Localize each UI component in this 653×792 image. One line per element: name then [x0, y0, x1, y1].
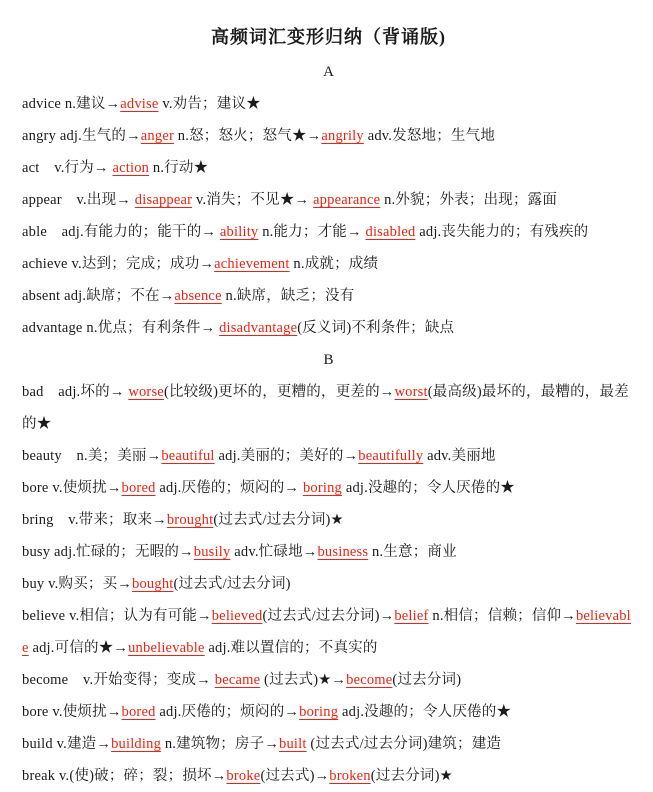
entry-line-achieve — [22, 248, 635, 280]
entry-line-become — [22, 664, 635, 696]
highlighted-word: action — [112, 160, 150, 176]
highlighted-word: unbelievable — [128, 640, 205, 656]
highlighted-word: business — [317, 544, 369, 560]
highlighted-word: worst — [394, 384, 428, 400]
highlighted-word: disadvantage — [219, 320, 298, 336]
text-segment: adv.忙碌地→ — [230, 544, 318, 560]
highlighted-word: achievement — [214, 256, 290, 272]
text-segment: achieve v.达到；完成；成功→ — [22, 256, 215, 272]
entry-line-build — [22, 728, 635, 760]
entry-line-bring — [22, 504, 635, 536]
entry-line-advantage — [22, 312, 635, 344]
highlighted-word: absence — [174, 288, 222, 304]
entry-line-angry — [22, 120, 635, 152]
highlighted-word: anger — [140, 128, 174, 144]
highlighted-word: believed — [211, 608, 263, 624]
section-heading-a: A — [323, 64, 334, 80]
text-segment: n.怒；怒火；怒气★→ — [173, 128, 322, 144]
section-heading-b: B — [323, 352, 334, 368]
highlighted-word: disabled — [365, 224, 416, 240]
text-segment: beauty n.美；美丽→ — [22, 448, 162, 464]
entry-line-believe — [22, 600, 635, 664]
text-segment: act v.行为→ — [22, 160, 113, 176]
highlighted-word: worse — [128, 384, 164, 400]
highlighted-word: bought — [132, 576, 174, 592]
document-title: 高频词汇变形归纳（背诵版) — [211, 27, 446, 47]
entry-line-busy — [22, 536, 635, 568]
highlighted-word: advise — [120, 96, 159, 112]
text-segment: n.建筑物；房子→ — [161, 736, 280, 752]
text-segment: (过去式/过去分词)★ — [213, 512, 344, 528]
text-segment: n.成就；成绩 — [289, 256, 379, 272]
text-segment: adj.丧失能力的；有残疾的 — [415, 224, 589, 240]
entry-line-break — [22, 760, 635, 792]
text-segment: appear v.出现→ — [22, 192, 135, 208]
text-segment: (过去分词) — [392, 672, 462, 688]
text-segment: adj.没趣的；令人厌倦的★ — [338, 704, 512, 720]
text-segment: adj.难以置信的；不真实的 — [204, 640, 378, 656]
text-segment: become v.开始变得；变成→ — [22, 672, 215, 688]
text-segment: adj.可信的★→ — [28, 640, 129, 656]
text-segment: believe v.相信；认为有可能→ — [22, 608, 212, 624]
text-segment: advice n.建议→ — [22, 96, 121, 112]
text-segment: n.行动★ — [149, 160, 209, 176]
highlighted-word: believable — [22, 608, 631, 656]
highlighted-word: beautiful — [161, 448, 215, 464]
text-segment: bore v.使烦扰→ — [22, 480, 122, 496]
text-segment: adj.厌倦的；烦闷的→ — [155, 704, 300, 720]
text-segment: (过去式/过去分词)→ — [262, 608, 395, 624]
highlighted-word: beautifully — [358, 448, 424, 464]
highlighted-word: boring — [302, 480, 342, 496]
highlighted-word: brought — [166, 512, 214, 528]
entry-line-bore — [22, 472, 635, 504]
text-segment: n.缺席，缺乏；没有 — [221, 288, 355, 304]
text-segment: n.相信；信赖；信仰→ — [428, 608, 576, 624]
highlighted-word: bored — [121, 480, 156, 496]
text-segment: n.能力；才能→ — [258, 224, 366, 240]
text-segment: adj.美丽的；美好的→ — [214, 448, 359, 464]
text-segment: buy v.购买；买→ — [22, 576, 133, 592]
text-segment: break v.(使)破；碎；裂；损坏→ — [22, 768, 227, 784]
highlighted-word: angrily — [321, 128, 364, 144]
text-segment: v.劝告；建议★ — [158, 96, 261, 112]
highlighted-word: ability — [219, 224, 259, 240]
highlighted-word: building — [111, 736, 162, 752]
text-segment: (最高级)最坏的，最糟的，最差的★ — [22, 384, 629, 432]
highlighted-word: busily — [193, 544, 231, 560]
highlighted-word: belief — [394, 608, 429, 624]
highlighted-word: become — [346, 672, 393, 688]
highlighted-word: broken — [329, 768, 371, 784]
highlighted-word: broke — [226, 768, 261, 784]
text-segment: n.外貌；外表；出现；露面 — [380, 192, 558, 208]
text-segment: v.消失；不见★→ — [192, 192, 314, 208]
text-segment: n.生意；商业 — [368, 544, 457, 560]
highlighted-word: appearance — [313, 192, 381, 208]
text-segment: advantage n.优点；有利条件→ — [22, 320, 220, 336]
entry-line-beauty — [22, 440, 635, 472]
highlighted-word: bored — [121, 704, 156, 720]
entry-line-advice — [22, 88, 635, 120]
text-segment: (反义词)不利条件；缺点 — [297, 320, 455, 336]
text-segment: (过去分词)★ — [370, 768, 453, 784]
text-segment: bore v.使烦扰→ — [22, 704, 122, 720]
entry-line-appear — [22, 184, 635, 216]
highlighted-word: became — [214, 672, 261, 688]
entry-line-bad — [22, 376, 635, 440]
entry-line-buy — [22, 568, 635, 600]
highlighted-word: built — [279, 736, 307, 752]
text-segment: (比较级)更坏的，更糟的，更差的→ — [163, 384, 395, 400]
text-segment: angry adj.生气的→ — [22, 128, 141, 144]
text-segment: busy adj.忙碌的；无暇的→ — [22, 544, 194, 560]
document-content — [22, 56, 635, 792]
text-segment: adv.美丽地 — [423, 448, 496, 464]
text-segment: (过去式)→ — [260, 768, 330, 784]
text-segment: bad adj.坏的→ — [22, 384, 129, 400]
highlighted-word: boring — [299, 704, 339, 720]
text-segment: (过去式)★→ — [260, 672, 347, 688]
entry-line-able — [22, 216, 635, 248]
text-segment: (过去式/过去分词) — [173, 576, 291, 592]
text-segment: bring v.带来；取来→ — [22, 512, 167, 528]
text-segment: adj.厌倦的；烦闷的→ — [155, 480, 303, 496]
text-segment: build v.建造→ — [22, 736, 112, 752]
entry-line-absent — [22, 280, 635, 312]
text-segment: adj.没趣的；令人厌倦的★ — [342, 480, 515, 496]
text-segment: able adj.有能力的；能干的→ — [22, 224, 220, 240]
highlighted-word: disappear — [134, 192, 193, 208]
text-segment: (过去式/过去分词)建筑；建造 — [306, 736, 502, 752]
entry-line-bore — [22, 696, 635, 728]
entry-line-act — [22, 152, 635, 184]
text-segment: adv.发怒地；生气地 — [363, 128, 496, 144]
text-segment: absent adj.缺席；不在→ — [22, 288, 175, 304]
